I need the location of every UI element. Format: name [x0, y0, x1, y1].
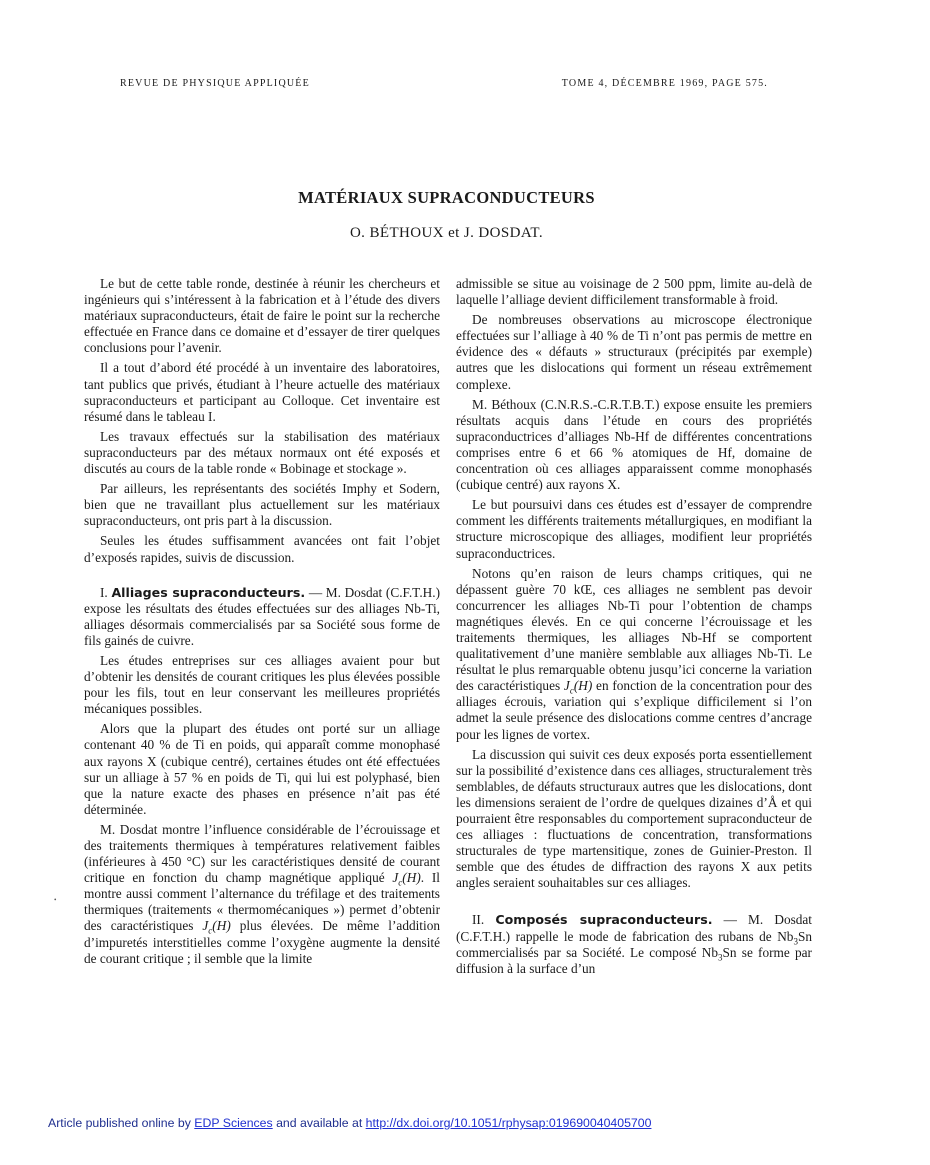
section-2-paragraph	[456, 912, 812, 976]
section-2-heading: Composés supraconducteurs.	[495, 912, 713, 928]
text-run: plus élevées. De même l’addition d’impuretés interstitielles comme l’oxygène augmente la densité de courant critique ; il semble que la limite	[84, 918, 440, 966]
journal-running-head: REVUE DE PHYSIQUE APPLIQUÉE	[120, 78, 310, 89]
jc-symbol: $J_c(H)$	[392, 870, 421, 888]
paragraph	[84, 822, 440, 967]
section-1-text: — M. Dosdat (C.F.T.H.) expose les résultats des études effectuées sur des alliages Nb-Ti, alliages désormais commercialisés par sa Société sous forme de fils gainés de cuivre.	[84, 584, 440, 648]
paragraph: Par ailleurs, les représentants des sociétés Imphy et Sodern, bien que ne travaillant plus actuellement sur les matériaux supraconducteurs, ont pris part à la discussion.	[84, 481, 440, 529]
text-run: M. Dosdat montre l’influence considérable de l’écrouissage et des traitements thermiques à températures relativement faibles (inférieures à 450 °C) sur les caractéristiques densité de courant critique en fonction du champ magnétique appliqué	[84, 821, 440, 886]
text-run: . Il montre aussi comment l’alternance du tréfilage et des traitements thermiques (traitements « thermomécaniques ») permet d’obtenir des caractéristiques	[84, 870, 440, 934]
footer-middle: and available at	[272, 1116, 366, 1130]
footer-prefix: Article published online by	[48, 1116, 195, 1130]
paragraph: M. Béthoux (C.N.R.S.-C.R.T.B.T.) expose ensuite les premiers résultats acquis dans l’étude en cours des propriétés supraconductrices d’alliages Nb-Hf de différentes concentrations comprises entre 6 et 66 % atomiques de Hf, domaine de concentration où ces alliages apparaissent comme monophasés (cubique centré) aux rayons X.	[456, 396, 812, 493]
section-2-number: II.	[472, 912, 485, 928]
paragraph: Les travaux effectués sur la stabilisation des matériaux supraconducteurs par des métaux normaux ont été exposés et discutés au cours de la table ronde « Bobinage et stockage ».	[84, 428, 440, 477]
right-column	[456, 276, 812, 981]
paragraph: Les études entreprises sur ces alliages avaient pour but d’obtenir les densités de courant critiques les plus élevées possible pour les fils, tout en leur conservant les meilleures propriétés mécaniques possibles.	[84, 652, 440, 717]
subscript: 3	[793, 936, 798, 947]
section-1-number: I.	[100, 584, 108, 600]
paragraph: La discussion qui suivit ces deux exposés porta essentiellement sur la possibilité d’existence dans ces alliages, structuralement très semblables, de défauts structuraux autres que les dislocations, dont les dimensions seraient de l’ordre de quelques dizaines d’Å et qui pourraient être responsables du comportement supraconducteur de ces alliages : fluctuations de concentration, transformations structurales de type martensitique, zones de Guinier-Preston. Il semble que des études de diffraction des rayons X aux petits angles seraient souhaitables sur ces alliages.	[456, 746, 812, 891]
paragraph: Le but de cette table ronde, destinée à réunir les chercheurs et ingénieurs qui s’intéressent à la fabrication et à l’étude des divers matériaux supraconducteurs, était de faire le point sur la recherche effectuée en France dans ce domaine et d’essayer de tirer quelques conclusions pour l’avenir.	[84, 276, 440, 356]
paragraph: admissible se situe au voisinage de 2 500 ppm, limite au-delà de laquelle l’alliage devient difficilement transformable à froid.	[456, 276, 812, 308]
text-run: — M. Dosdat (C.F.T.H.) rappelle le mode de fabrication des rubans de Nb	[456, 912, 813, 944]
text-run: Sn se forme par diffusion à la surface d’un	[456, 944, 812, 976]
publication-footer	[48, 1116, 651, 1130]
text-run: Notons qu’en raison de leurs champs critiques, qui ne dépassent guère 70 kŒ, ces alliages ne semblent pas devoir concurrencer les alliages Nb-Ti pour l’obtention de champs magnétiques élevés. En ce qui concerne l’écrouissage et les traitements thermiques, les alliages Nb-Hf se comportent qualitativement d’une manière semblable aux alliages Nb-Ti. Le résultat le plus remarquable obtenu jusqu’ici concerne la variation des caractéristiques	[456, 565, 812, 694]
jc-symbol: $J_c(H)$	[563, 678, 593, 696]
paragraph: De nombreuses observations au microscope électronique effectuées sur l’alliage à 40 % de Ti n’ont pas permis de mettre en évidence des « défauts » structuraux (précipités par exemple) autres que les dislocations qui forment un réseau extrêmement complexe.	[456, 312, 812, 392]
doi-link[interactable]: http://dx.doi.org/10.1051/rphysap:019690040405700	[365, 1116, 652, 1130]
jc-symbol: $J_c(H)$	[202, 918, 231, 937]
paragraph	[456, 566, 812, 743]
paragraph: Le but poursuivi dans ces études est d’essayer de comprendre comment les différents traitements métallurgiques, en modifiant la structure microscopique des alliages, modifient leur propriétés supraconductrices.	[456, 497, 812, 561]
section-1-paragraph	[84, 585, 440, 649]
text-run: en fonction de la concentration pour des alliages écrouis, variation qui s’explique difficilement si l’on admet la seule présence des dislocations comme centres d’ancrage pour les lignes de vortex.	[456, 678, 812, 742]
paragraph: Alors que la plupart des études ont porté sur un alliage contenant 40 % de Ti en poids, qui apparaît comme monophasé aux rayons X (cubique centré), certaines études ont été effectuées sur un alliage à 57 % en poids de Ti, qui lui est polyphasé, bien que la nature exacte des phases en présence n’ait pas été déterminée.	[84, 721, 440, 817]
left-column	[84, 276, 440, 971]
scan-speck: •	[54, 896, 57, 904]
subscript: 3	[718, 952, 723, 963]
issue-running-head: TOME 4, DÉCEMBRE 1969, PAGE 575.	[561, 78, 768, 89]
article-authors: O. BÉTHOUX et J. DOSDAT.	[349, 225, 544, 241]
paragraph: Seules les études suffisamment avancées ont fait l’objet d’exposés rapides, suivis de discussion.	[84, 533, 440, 565]
paragraph: Il a tout d’abord été procédé à un inventaire des laboratoires, tant publics que privés, étudiant à l’heure actuelle des matériaux supraconducteurs et participant au Colloque. Cet inventaire est résumé dans le tableau I.	[84, 360, 440, 424]
text-run: Sn commercialisés par sa Société. Le composé Nb	[456, 928, 812, 960]
publisher-link[interactable]: EDP Sciences	[194, 1116, 273, 1130]
article-title: MATÉRIAUX SUPRACONDUCTEURS	[298, 188, 595, 207]
section-1-heading: Alliages supraconducteurs.	[111, 584, 306, 600]
